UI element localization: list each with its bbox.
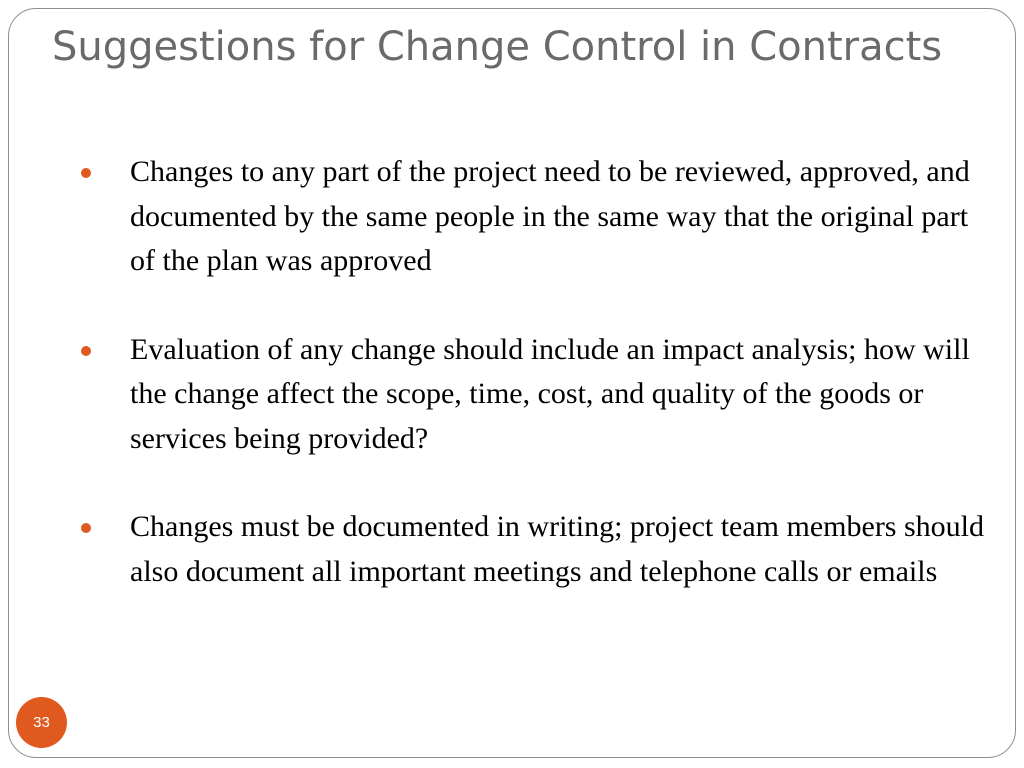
bullet-text: Changes to any part of the project need to be reviewed, approved, and documented by the same people in the same way that the original part of the plan was approved [130, 155, 970, 277]
bullet-item [130, 328, 990, 462]
bullet-item [130, 505, 990, 594]
page-number-badge [16, 697, 67, 748]
bullet-dot-icon [81, 346, 91, 356]
bullet-item [130, 150, 990, 284]
page-number: 33 [33, 714, 50, 731]
slide-title: Suggestions for Change Control in Contracts [52, 24, 943, 70]
bullet-list [130, 150, 990, 638]
bullet-dot-icon [81, 168, 91, 178]
bullet-text: Evaluation of any change should include an impact analysis; how will the change affect the scope, time, cost, and quality of the goods or services being provided? [130, 332, 970, 455]
bullet-text: Changes must be documented in writing; project team members should also document all important meetings and telephone calls or emails [130, 510, 984, 588]
bullet-dot-icon [81, 523, 91, 533]
